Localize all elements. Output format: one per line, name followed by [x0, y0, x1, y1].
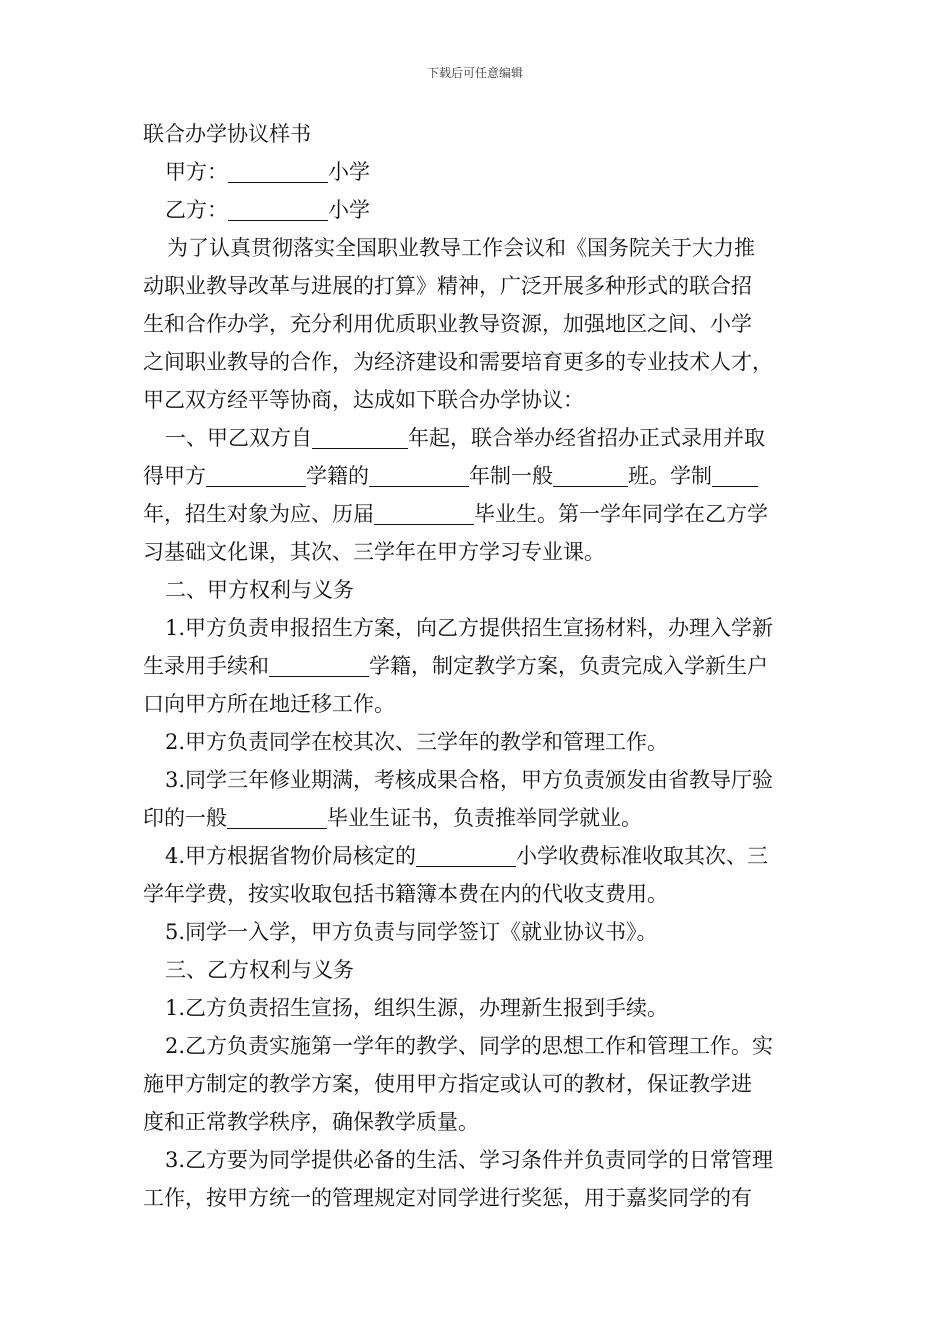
party-b-line: [143, 191, 823, 229]
s2-item4-line-1: [143, 837, 823, 875]
clause1-text: 年起，联合举办经省招办正式录用并取: [408, 426, 765, 450]
duration-blank: [712, 460, 758, 487]
intro-line: 为了认真贯彻落实全国职业教导工作会议和《国务院关于大力推: [167, 236, 755, 260]
s2-item1-line-3: 口向甲方所在地迁移工作。: [143, 692, 395, 716]
clause1-text: 班。学制: [628, 464, 712, 488]
clause1-line-1: [143, 419, 823, 457]
intro-line: 甲乙双方经平等协商，达成如下联合办学协议：: [143, 388, 584, 412]
s2-item1-line-1: 1.甲方负责申报招生方案，向乙方提供招生宣扬材料，办理入学新: [165, 616, 774, 640]
s2-item3-line-1: 3.同学三年修业期满，考核成果合格，甲方负责颁发由省教导厅验: [165, 768, 774, 792]
agreement-document: [143, 115, 823, 1217]
s2-item5: 5.同学一入学，甲方负责与同学签订《就业协议书》。: [165, 920, 658, 944]
s2-item3-line-2: [143, 799, 823, 837]
party-b-blank: [228, 194, 328, 221]
class-blank: [553, 460, 628, 487]
party-b-suffix: 小学: [328, 198, 370, 222]
s2-item4-text: 4.甲方根据省物价局核定的: [165, 844, 417, 868]
certificate-blank: [227, 802, 327, 829]
fee-standard-blank: [416, 840, 516, 867]
clause1-text: 学籍的: [306, 464, 369, 488]
section-3-heading: 三、乙方权利与义务: [165, 958, 354, 982]
s3-item3-line: 3.乙方要为同学提供必备的生活、学习条件并负责同学的日常管理: [165, 1148, 774, 1172]
s2-item2: 2.甲方负责同学在校其次、三学年的教学和管理工作。: [165, 730, 669, 754]
party-b-prefix: 乙方：: [165, 198, 228, 222]
s2-item1-line-2: [143, 647, 823, 685]
registration-blank: [269, 650, 369, 677]
school-status-blank: [206, 460, 306, 487]
s3-item3-line: 工作，按甲方统一的管理规定对同学进行奖惩，用于嘉奖同学的有: [143, 1186, 752, 1210]
clause1-text: 一、甲乙双方自: [165, 426, 312, 450]
s2-item4-text: 小学收费标准收取其次、三: [516, 844, 769, 868]
start-year-blank: [312, 422, 408, 449]
s3-item2-line: 施甲方制定的教学方案，使用甲方指定或认可的教材，保证教学进: [143, 1072, 752, 1096]
clause1-line-3: [143, 495, 823, 533]
intro-line: 之间职业教导的合作，为经济建设和需要培育更多的专业技术人才，: [143, 350, 773, 374]
s2-item3-text: 印的一般: [143, 806, 227, 830]
clause1-line-2: [143, 457, 823, 495]
section-2-heading: 二、甲方权利与义务: [165, 578, 354, 602]
clause1-text: 年，招生对象为应、历届: [143, 502, 374, 526]
page-header-note: 下载后可任意编辑: [426, 66, 523, 80]
s2-item4-line-2: 学年学费，按实收取包括书籍簿本费在内的代收支费用。: [143, 882, 668, 906]
document-title: 联合办学协议样书: [143, 122, 311, 146]
s3-item1: 1.乙方负责招生宣扬，组织生源，办理新生报到手续。: [165, 996, 669, 1020]
s2-item1-text: 学籍，制定教学方案，负责完成入学新生户: [369, 654, 768, 678]
clause1-text: 毕业生。第一学年同学在乙方学: [474, 502, 768, 526]
party-a-line: [143, 153, 823, 191]
s3-item2-line: 2.乙方负责实施第一学年的教学、同学的思想工作和管理工作。实: [165, 1034, 774, 1058]
clause1-text: 年制一般: [469, 464, 553, 488]
s2-item3-text: 毕业生证书，负责推举同学就业。: [327, 806, 642, 830]
clause1-text: 得甲方: [143, 464, 206, 488]
s3-item2-line: 度和正常教学秩序，确保教学质量。: [143, 1110, 479, 1134]
party-a-suffix: 小学: [328, 160, 370, 184]
intro-line: 生和合作办学，充分利用优质职业教导资源，加强地区之间、小学: [143, 312, 752, 336]
clause1-line-4: 习基础文化课，其次、三学年在甲方学习专业课。: [143, 540, 605, 564]
party-a-blank: [228, 156, 328, 183]
years-blank: [369, 460, 469, 487]
intro-line: 动职业教导改革与进展的打算》精神，广泛开展多种形式的联合招: [143, 274, 752, 298]
party-a-prefix: 甲方：: [165, 160, 228, 184]
graduate-blank: [374, 498, 474, 525]
s2-item1-text: 生录用手续和: [143, 654, 269, 678]
